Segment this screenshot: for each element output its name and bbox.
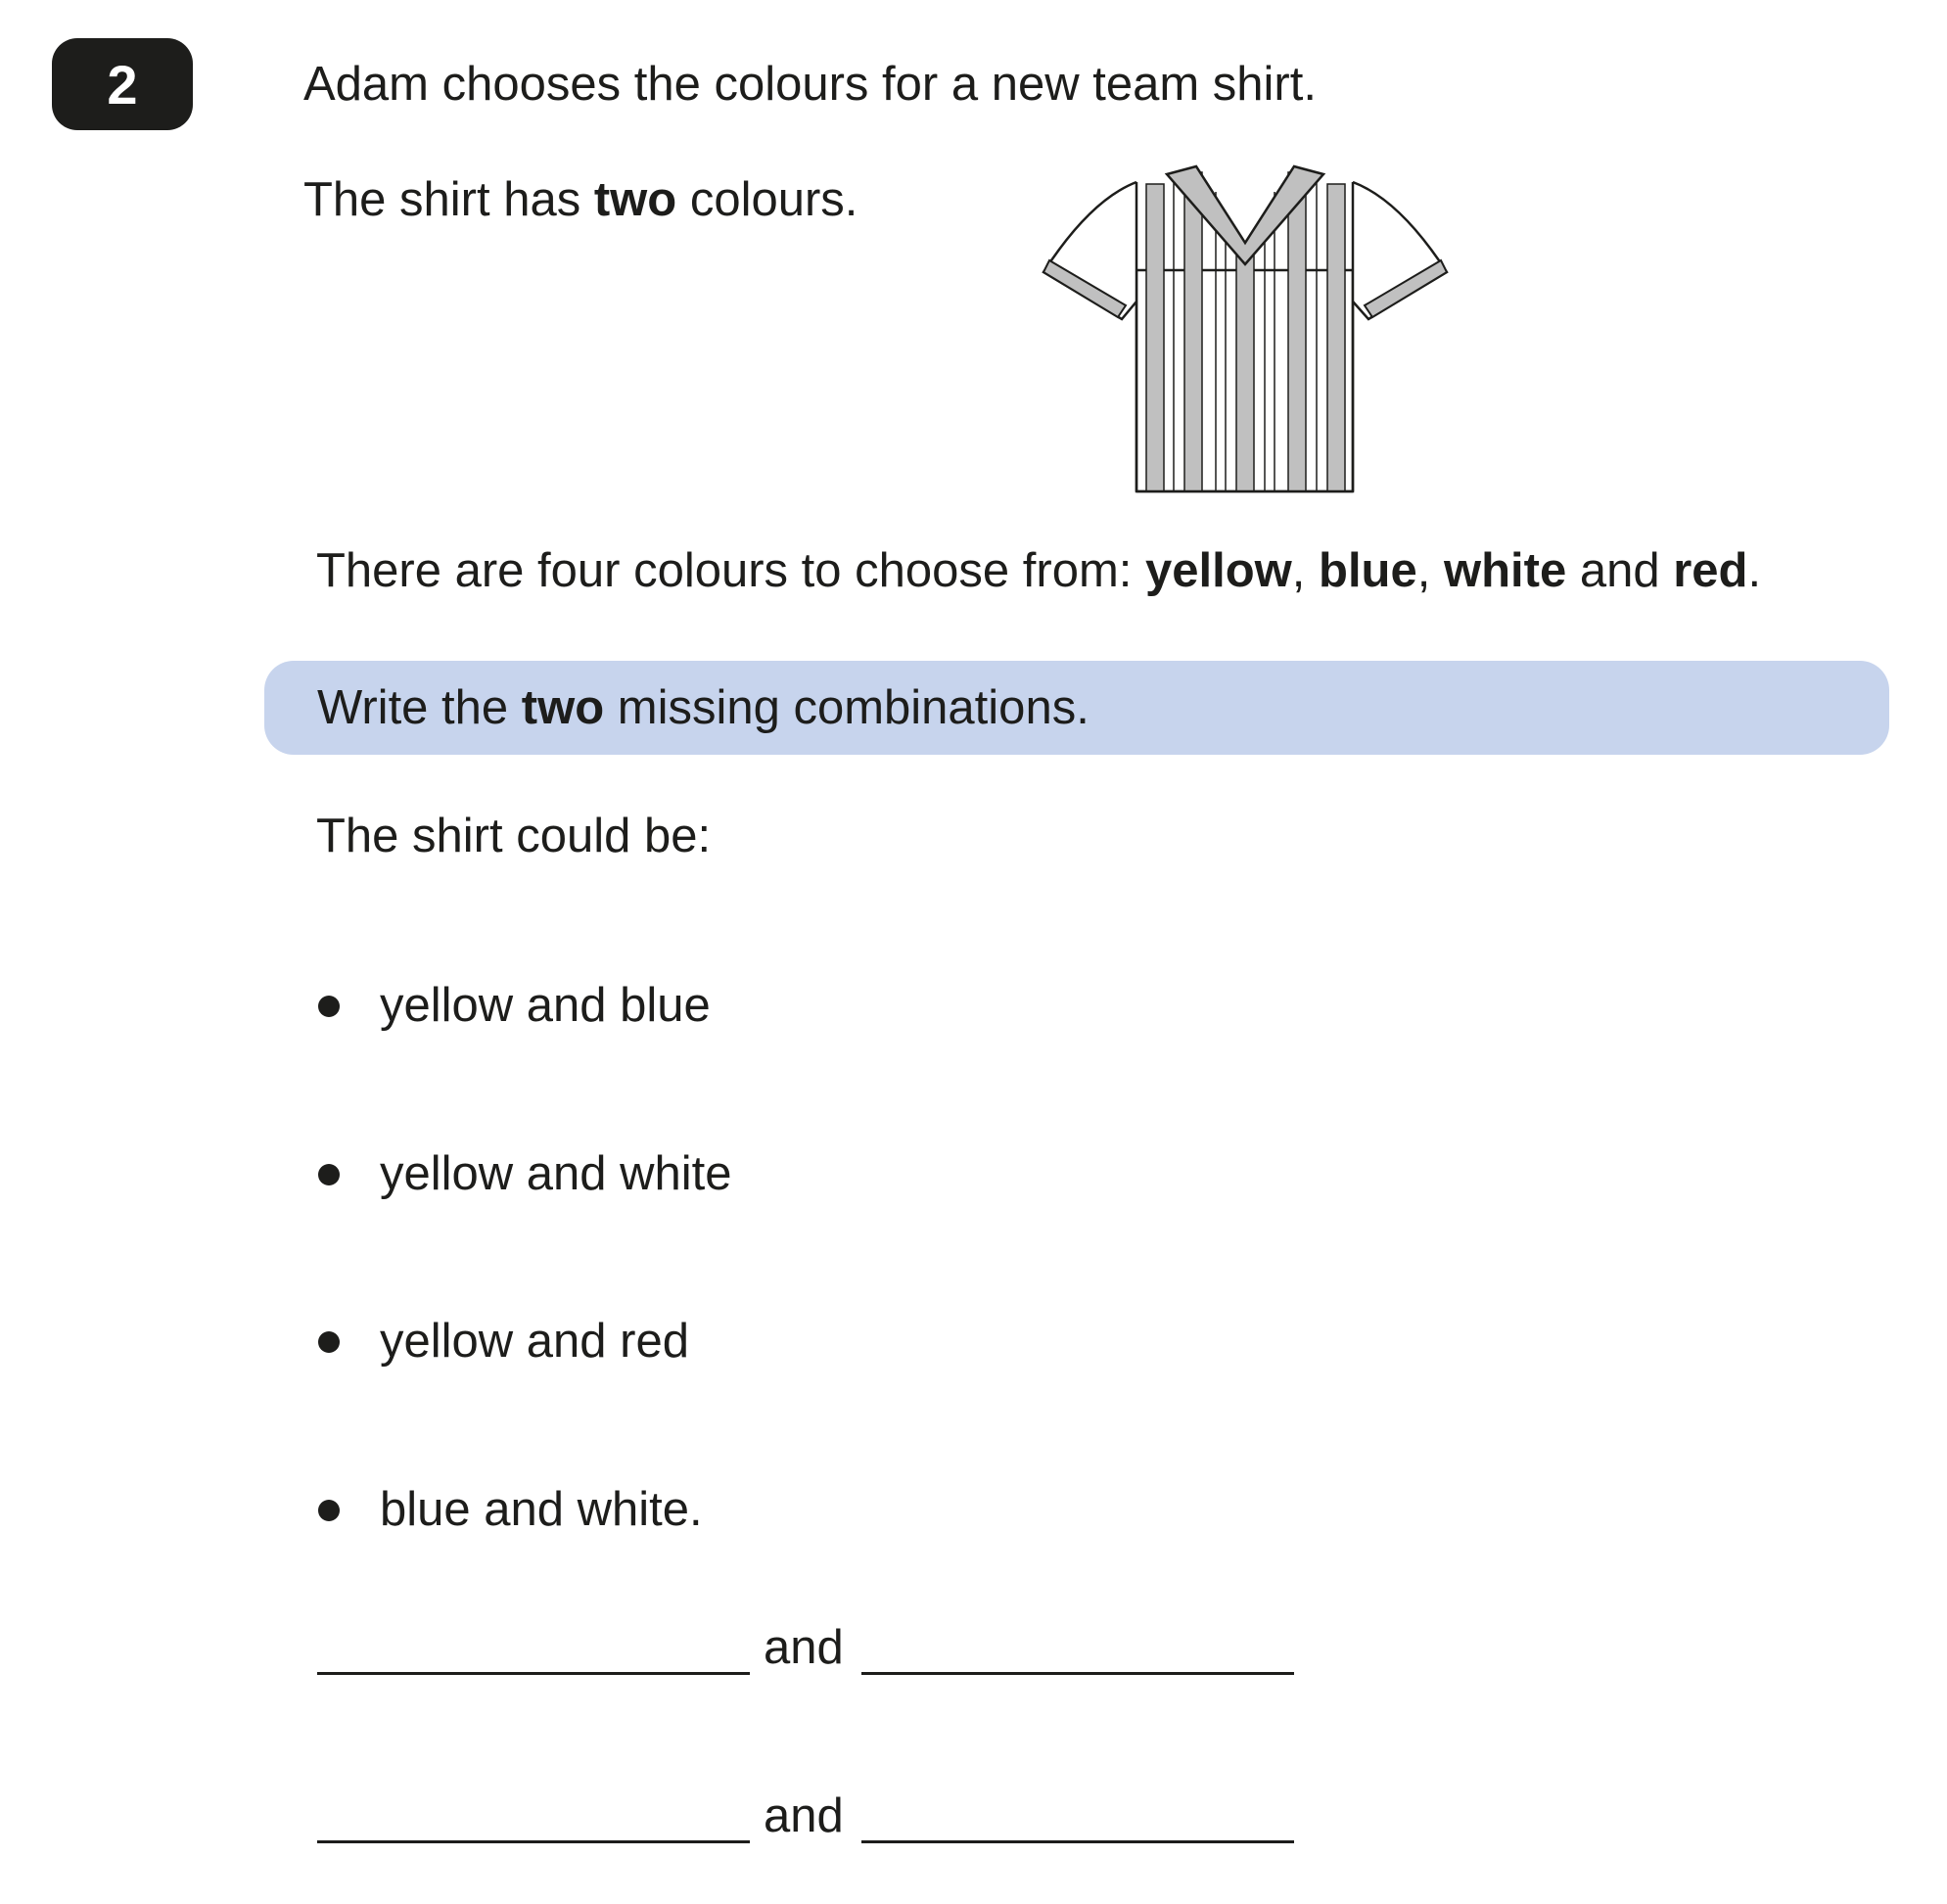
choices-separator: , — [1416, 544, 1444, 597]
intro-line-2-post: colours. — [676, 173, 858, 226]
choice-blue: blue — [1319, 544, 1417, 597]
answer-joiner: and — [764, 1789, 844, 1842]
list-item: yellow and blue — [380, 979, 711, 1032]
choices-pre: There are four colours to choose from: — [316, 544, 1145, 597]
list-item: yellow and white — [380, 1147, 732, 1200]
instruction-pre: Write the — [317, 681, 522, 734]
bullet-icon — [318, 1164, 340, 1185]
answer-blank-1a[interactable] — [317, 1620, 750, 1675]
instruction-bold: two — [521, 681, 605, 734]
answer-row-1 — [317, 1620, 1296, 1679]
bullet-icon — [318, 996, 340, 1017]
answer-blank-2a[interactable] — [317, 1788, 750, 1843]
colour-choices-line — [316, 544, 1762, 597]
bullet-icon — [318, 1331, 340, 1353]
striped-shirt-icon — [1042, 163, 1453, 495]
intro-line-2-bold: two — [593, 173, 677, 226]
choice-white: white — [1443, 544, 1567, 597]
answer-blank-1b[interactable] — [861, 1620, 1294, 1675]
question-number-badge — [52, 38, 193, 130]
question-number: 2 — [107, 53, 138, 116]
intro-line-2 — [303, 173, 858, 226]
intro-line-1: Adam chooses the colours for a new team shirt. — [303, 58, 1317, 111]
bullet-icon — [318, 1500, 340, 1521]
choice-yellow: yellow — [1145, 544, 1292, 597]
list-intro: The shirt could be: — [316, 810, 712, 862]
choices-separator: and — [1566, 544, 1674, 597]
answer-blank-2b[interactable] — [861, 1788, 1294, 1843]
choices-end: . — [1747, 544, 1762, 597]
list-item: blue and white. — [380, 1483, 703, 1536]
intro-line-2-pre: The shirt has — [303, 173, 594, 226]
choices-separator: , — [1291, 544, 1320, 597]
instruction-post: missing combinations. — [604, 681, 1089, 734]
list-item: yellow and red — [380, 1315, 689, 1368]
choice-red: red — [1673, 544, 1748, 597]
answer-joiner: and — [764, 1621, 844, 1674]
answer-row-2 — [317, 1788, 1296, 1847]
instruction-text — [317, 681, 1089, 734]
instruction-band — [264, 661, 1889, 755]
